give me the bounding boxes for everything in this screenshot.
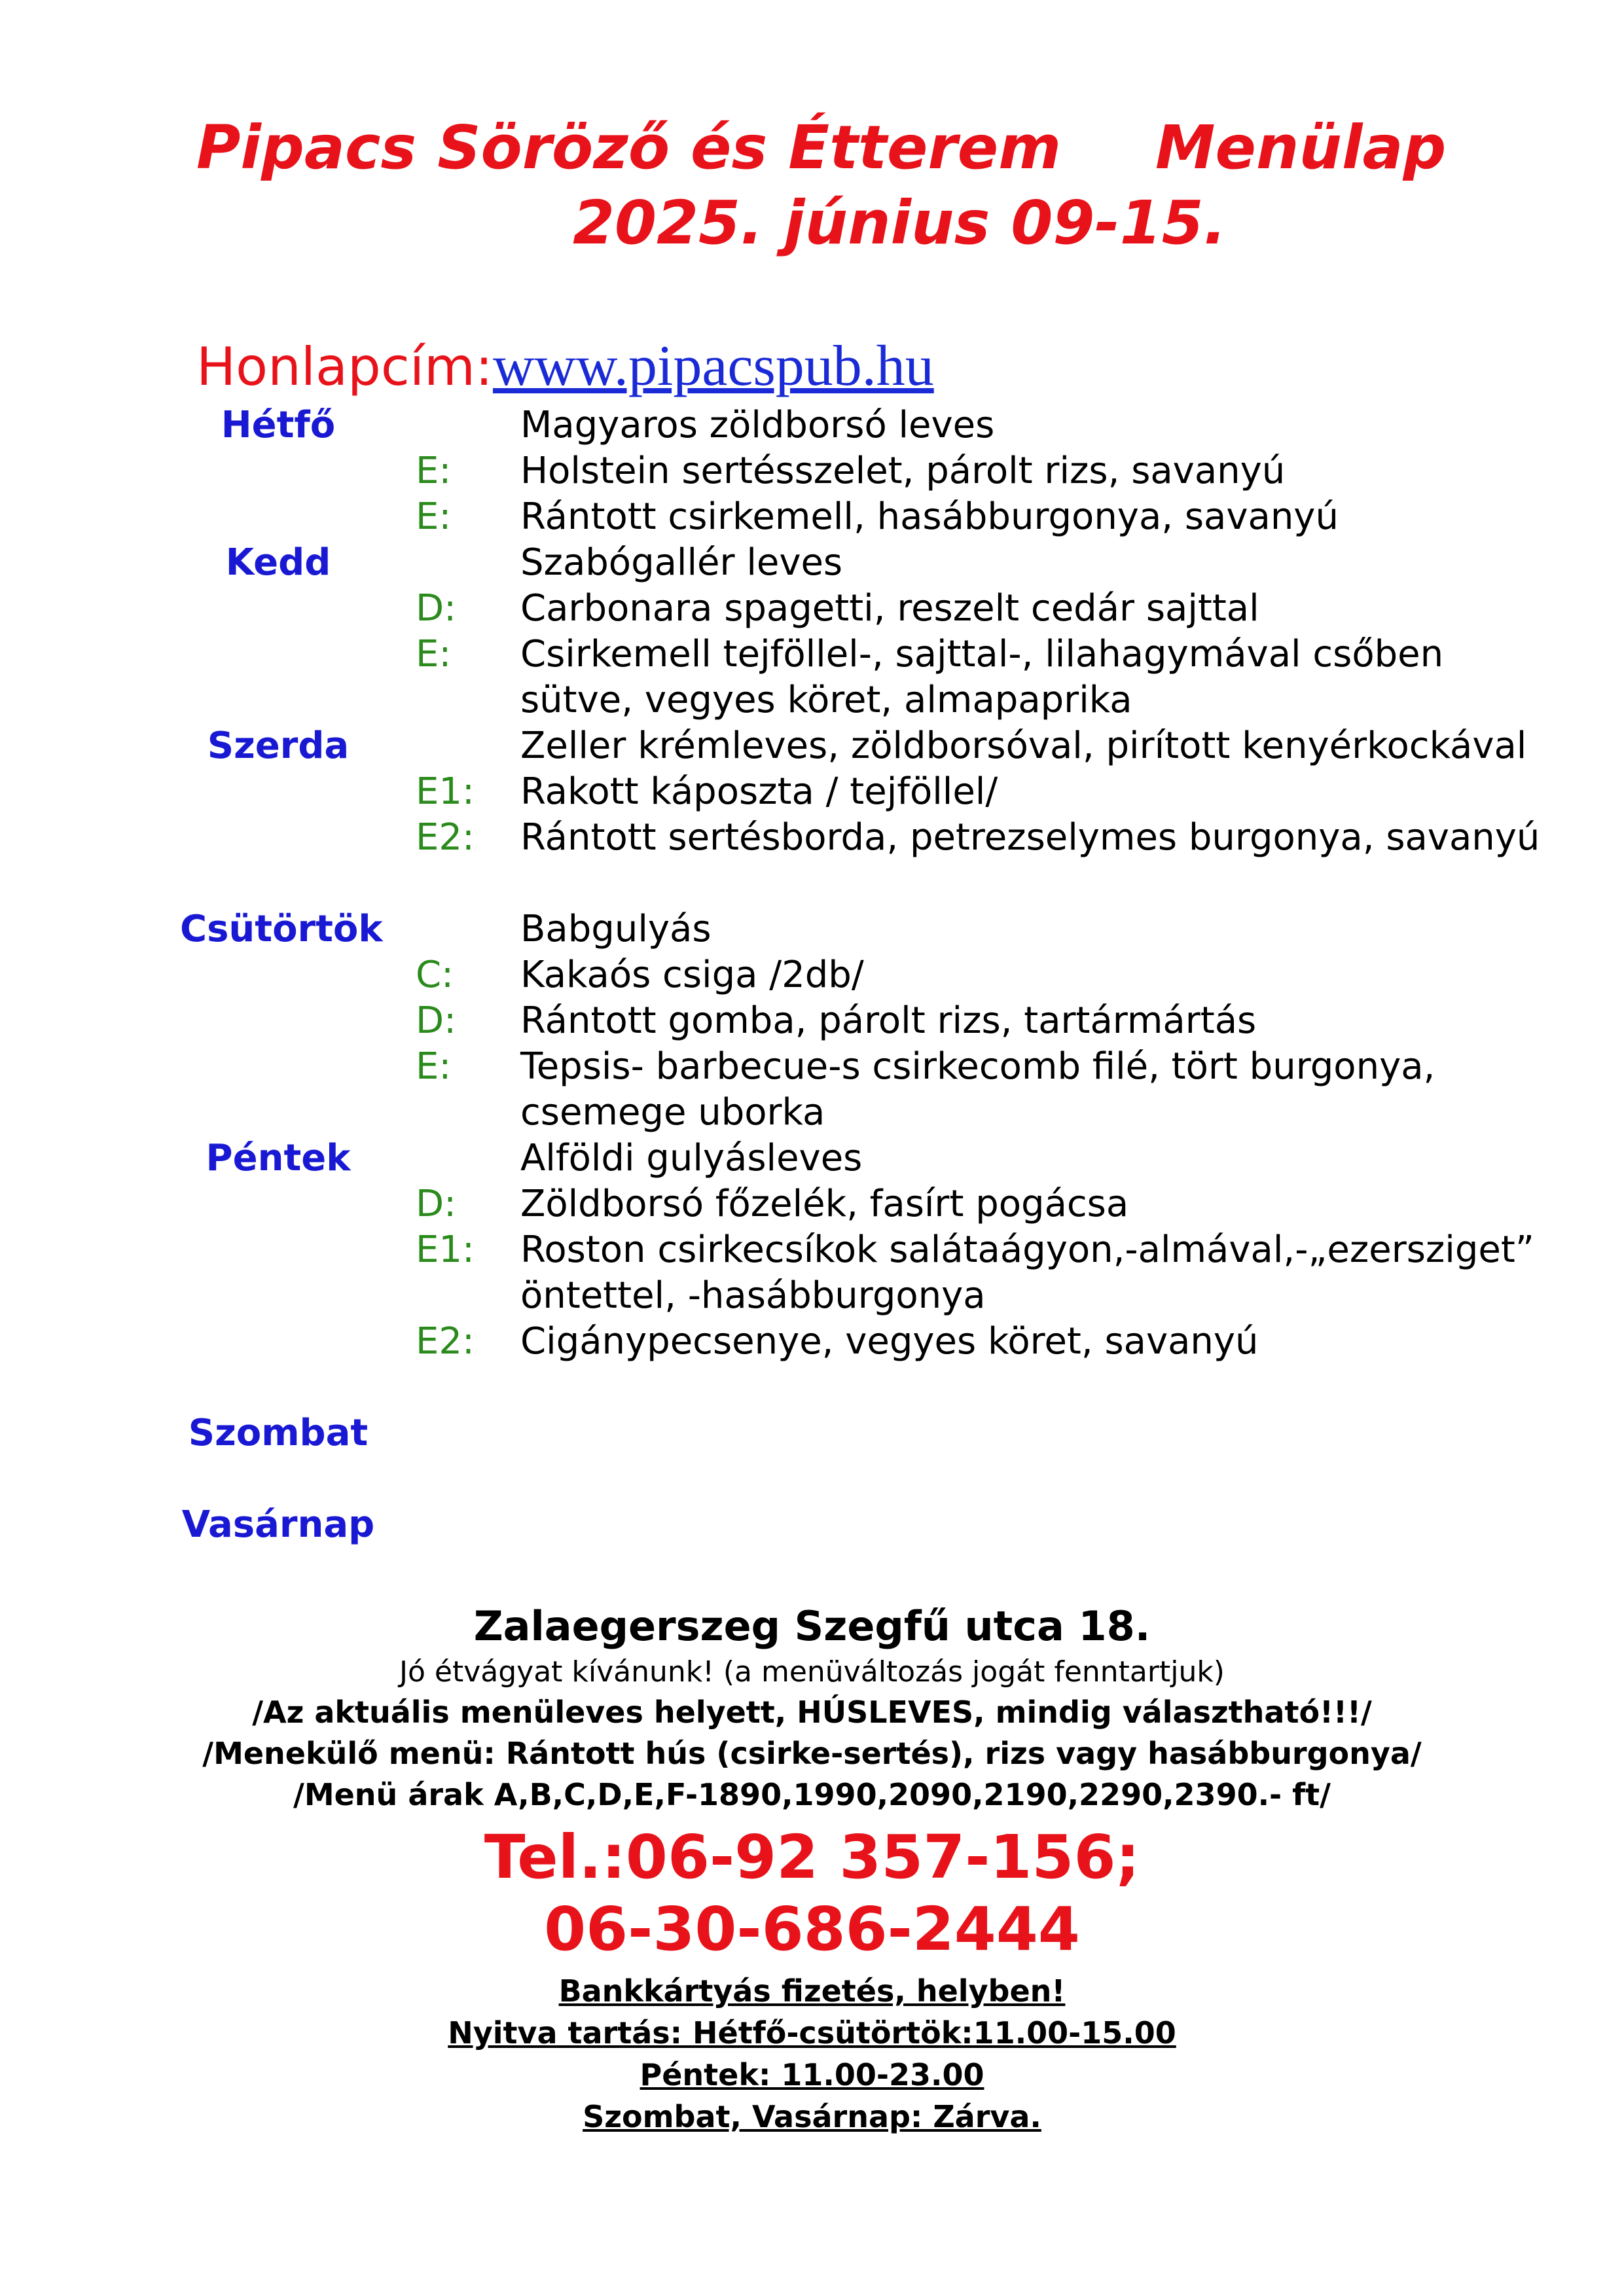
menu-row — [0, 998, 1624, 1044]
menu-dish: Csirkemell tejföllel-, sajttal-, lilahagymával csőben sütve, vegyes köret, almapaprika — [520, 633, 1444, 721]
menu-code: E1: — [416, 770, 475, 813]
soup-monday: Magyaros zöldborsó leves — [520, 404, 995, 446]
menu-row — [0, 769, 1624, 815]
menu-dish: Kakaós csiga /2db/ — [520, 954, 864, 996]
menu-dish: Holstein sertésszelet, párolt rizs, savanyú — [520, 450, 1286, 492]
day-saturday: Szombat — [188, 1412, 369, 1454]
weekly-menu — [0, 403, 1624, 1548]
spacer — [0, 861, 1624, 906]
soup-tuesday: Szabógallér leves — [520, 541, 843, 584]
menu-code: D: — [416, 1183, 456, 1225]
menu-code: E: — [416, 1045, 452, 1088]
day-friday: Péntek — [206, 1137, 351, 1179]
escape-menu-note: /Menekülő menü: Rántott hús (csirke-sertés), rizs vagy hasábburgonya/ — [202, 1736, 1422, 1771]
price-note: /Menü árak A,B,C,D,E,F-1890,1990,2090,2190,2290,2390.- ft/ — [293, 1777, 1331, 1812]
menu-row — [0, 586, 1624, 632]
homepage-label: Honlapcím: — [196, 336, 493, 397]
day-thursday: Csütörtök — [180, 908, 383, 950]
menu-row — [0, 952, 1624, 998]
soup-wednesday: Zeller krémleves, zöldborsóval, pirított kenyérkockával — [520, 725, 1527, 767]
menu-code: E2: — [416, 816, 475, 859]
menu-dates: 2025. június 09-15. — [573, 188, 1227, 258]
menu-row — [0, 1502, 1624, 1548]
menu-code: E2: — [416, 1320, 475, 1363]
menu-code: E: — [416, 495, 452, 538]
menu-dish: Roston csirkecsíkok salátaágyon,-almával,-„ezersziget” öntettel, -hasábburgonya — [520, 1229, 1534, 1317]
opening-hours-friday: Péntek: 11.00-23.00 — [640, 2057, 984, 2092]
menu-row — [0, 815, 1624, 861]
homepage-line — [196, 334, 934, 400]
menu-dish: Carbonara spagetti, reszelt cedár sajttal — [520, 587, 1259, 630]
address: Zalaegerszeg Szegfű utca 18. — [473, 1602, 1151, 1650]
menu-code: D: — [416, 999, 456, 1042]
phone-mobile: 06-30-686-2444 — [544, 1894, 1080, 1964]
menu-dish: Rántott csirkemell, hasábburgonya, savanyú — [520, 495, 1339, 538]
menu-dish: Rántott sertésborda, petrezselymes burgonya, savanyú — [520, 816, 1540, 859]
menu-row — [0, 1319, 1624, 1365]
menu-code: E: — [416, 633, 452, 675]
menu-code: E1: — [416, 1229, 475, 1271]
menu-row — [0, 1181, 1624, 1227]
menu-dish: Cigánypecsenye, vegyes köret, savanyú — [520, 1320, 1259, 1363]
spacer — [0, 1365, 1624, 1410]
menu-code: E: — [416, 450, 452, 492]
menu-row — [0, 1410, 1624, 1456]
menu-dish: Tepsis- barbecue-s csirkecomb filé, tört burgonya, csemege uborka — [520, 1045, 1435, 1134]
soup-thursday: Babgulyás — [520, 908, 712, 950]
menu-row — [0, 1227, 1624, 1319]
menu-row — [0, 906, 1624, 952]
menu-code: D: — [416, 587, 456, 630]
menu-row — [0, 540, 1624, 586]
soup-friday: Alföldi gulyásleves — [520, 1137, 863, 1179]
menu-row — [0, 723, 1624, 769]
restaurant-name: Pipacs Söröző és Étterem — [196, 113, 1062, 183]
menu-row — [0, 1044, 1624, 1136]
day-tuesday: Kedd — [225, 541, 331, 584]
homepage-link[interactable]: www.pipacspub.hu — [492, 334, 934, 398]
menu-dish: Rakott káposzta / tejföllel/ — [520, 770, 998, 813]
menu-label: Menülap — [1155, 113, 1447, 183]
spacer — [0, 1456, 1624, 1502]
menu-dish: Rántott gomba, párolt rizs, tartármártás — [520, 999, 1257, 1042]
card-payment-note: Bankkártyás fizetés, helyben! — [558, 1973, 1066, 2009]
day-wednesday: Szerda — [207, 725, 350, 767]
menu-dish: Zöldborsó főzelék, fasírt pogácsa — [520, 1183, 1129, 1225]
bon-appetit-note: Jó étvágyat kívánunk! (a menüváltozás jogát fenntartjuk) — [399, 1655, 1225, 1689]
menu-row — [0, 494, 1624, 540]
menu-row — [0, 1136, 1624, 1181]
menu-row — [0, 448, 1624, 494]
soup-note: /Az aktuális menüleves helyett, HÚSLEVES, mindig választható!!!/ — [252, 1695, 1372, 1730]
day-monday: Hétfő — [221, 404, 336, 446]
phone-landline: Tel.:06-92 357-156; — [484, 1822, 1140, 1892]
menu-row — [0, 632, 1624, 723]
menu-row — [0, 403, 1624, 448]
opening-hours-weekdays: Nyitva tartás: Hétfő-csütörtök:11.00-15.00 — [448, 2015, 1176, 2051]
day-sunday: Vasárnap — [181, 1503, 375, 1546]
opening-hours-weekend: Szombat, Vasárnap: Zárva. — [583, 2099, 1041, 2134]
menu-code: C: — [416, 954, 454, 996]
